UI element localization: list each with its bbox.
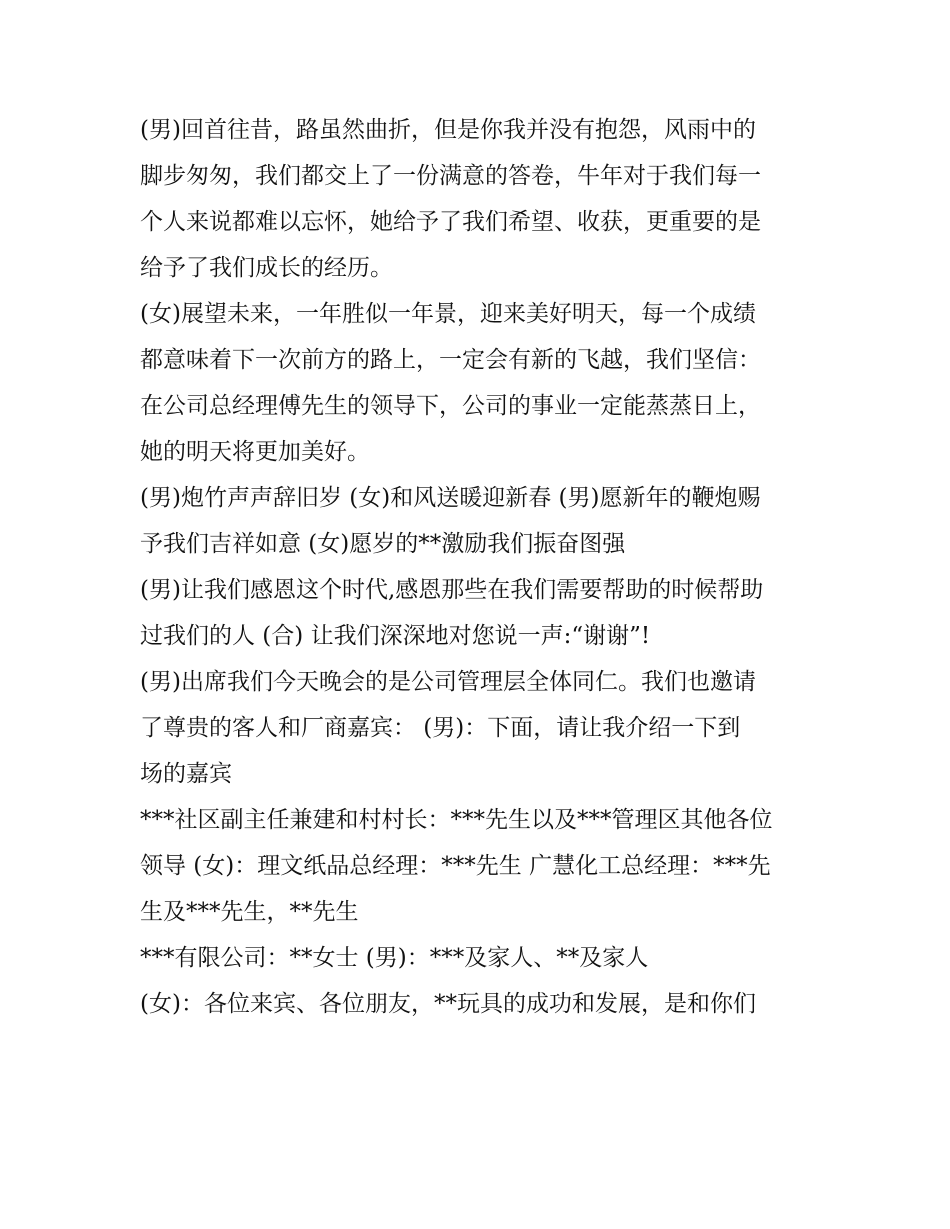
text-line: (女)展望未来，一年胜似一年景，迎来美好明天，每一个成绩 <box>140 301 756 327</box>
text-line: 场的嘉宾 <box>140 761 232 787</box>
text-line: (男)让我们感恩这个时代,感恩那些在我们需要帮助的时候帮助 <box>140 577 764 603</box>
text-line: (女)：各位来宾、各位朋友，**玩具的成功和发展，是和你们 <box>140 991 756 1017</box>
text-line: (男)炮竹声声辞旧岁 (女)和风送暖迎新春 (男)愿新年的鞭炮赐 <box>140 485 761 511</box>
text-line: 在公司总经理傅先生的领导下，公司的事业一定能蒸蒸日上， <box>140 393 761 419</box>
text-line: 领导 (女)：理文纸品总经理：***先生 广慧化工总经理：***先 <box>140 853 771 879</box>
text-line: 过我们的人 (合) 让我们深深地对您说一声:“谢谢”! <box>140 623 651 649</box>
text-line: 脚步匆匆，我们都交上了一份满意的答卷，牛年对于我们每一 <box>140 163 761 189</box>
text-line: 了尊贵的客人和厂商嘉宾： (男)：下面，请让我介绍一下到 <box>140 715 741 741</box>
text-line: ***社区副主任兼建和村村长：***先生以及***管理区其他各位 <box>140 807 773 833</box>
text-line: (男)出席我们今天晚会的是公司管理层全体同仁。我们也邀请 <box>140 669 756 695</box>
text-line: 都意味着下一次前方的路上，一定会有新的飞越，我们坚信： <box>140 347 761 373</box>
text-line: 个人来说都难以忘怀，她给予了我们希望、收获，更重要的是 <box>140 209 761 235</box>
text-line: 生及***先生，**先生 <box>140 899 359 925</box>
text-line: (男)回首往昔，路虽然曲折，但是你我并没有抱怨，风雨中的 <box>140 117 756 143</box>
text-line: 她的明天将更加美好。 <box>140 439 370 465</box>
text-line: 予我们吉祥如意 (女)愿岁的**激励我们振奋图强 <box>140 531 626 557</box>
text-line: ***有限公司：**女士 (男)：***及家人、**及家人 <box>140 945 649 971</box>
document-body <box>140 107 820 1027</box>
text-line: 给予了我们成长的经历。 <box>140 255 393 281</box>
